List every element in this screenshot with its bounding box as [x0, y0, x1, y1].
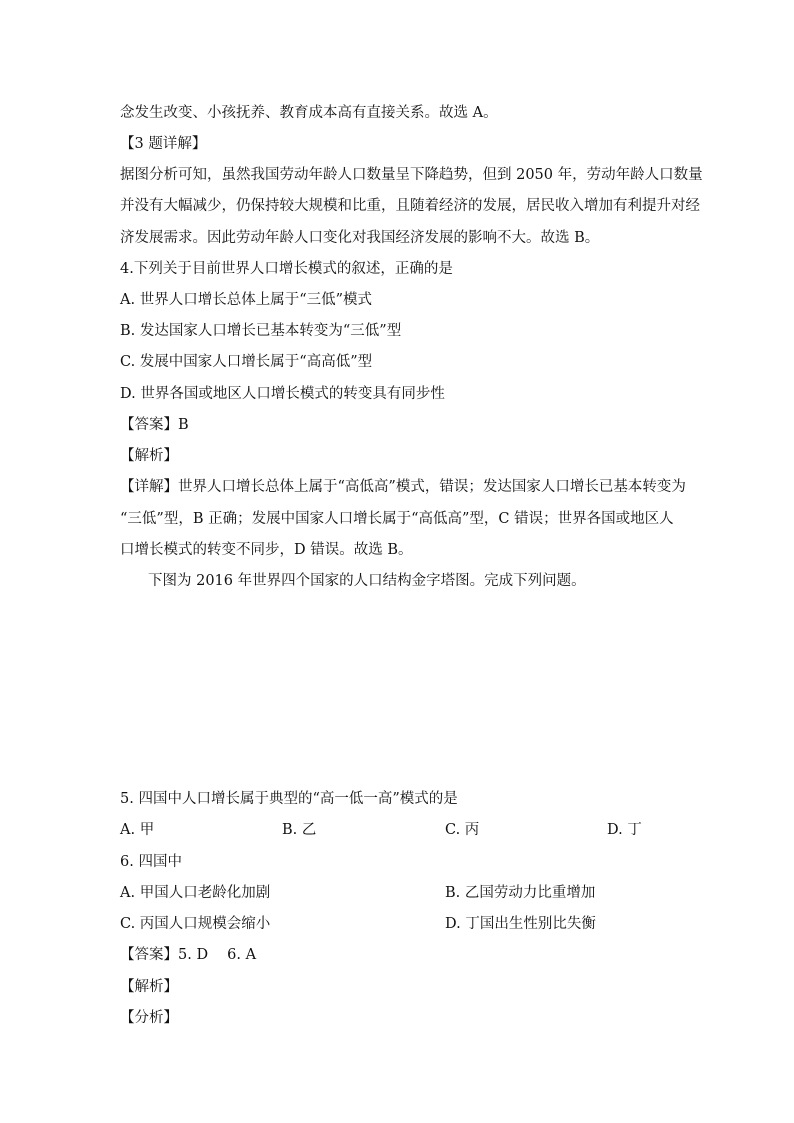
answer-5-6: 【答案】5. D 6. A [120, 947, 257, 963]
l1: 念发生改变、小孩抚养、教育成本高有直接关系。故选 A。 [120, 105, 498, 121]
question-4: 4.下列关于目前世界人口增长模式的叙述，正确的是 [120, 261, 453, 277]
analysis-subheading: 【分析】 [120, 1010, 178, 1026]
option-5c: C. 丙 [445, 822, 480, 838]
explanation-line: 并没有大幅减少，仍保持较大规模和比重，且随着经济的发展，居民收入增加有利提升对经 [120, 198, 700, 214]
explanation-line: 济发展需求。因此劳动年龄人口变化对我国经济发展的影响不大。故选 B。 [120, 230, 600, 246]
option-6c: C. 丙国人口规模会缩小 [120, 916, 271, 932]
option-6b: B. 乙国劳动力比重增加 [445, 885, 596, 901]
detail-line: 【详解】世界人口增长总体上属于“高低高”模式，错误；发达国家人口增长已基本转变为 [120, 479, 686, 495]
population-pyramid-figure [0, 600, 794, 785]
section-heading-3: 【3 题详解】 [120, 136, 207, 152]
option-6d: D. 丁国出生性别比失衡 [445, 916, 596, 932]
option-4a: A. 世界人口增长总体上属于“三低”模式 [120, 292, 373, 308]
option-4c: C. 发展中国家人口增长属于“高高低”型 [120, 354, 373, 370]
option-4b: B. 发达国家人口增长已基本转变为“三低”型 [120, 323, 402, 339]
question-6: 6. 四国中 [120, 854, 182, 870]
explanation-line: 据图分析可知，虽然我国劳动年龄人口数量呈下降趋势，但到 2050 年，劳动年龄人口数量 [120, 167, 703, 183]
analysis-heading-4: 【解析】 [120, 448, 178, 464]
figure-intro: 下图为 2016 年世界四个国家的人口结构金字塔图。完成下列问题。 [148, 573, 586, 589]
detail-line: “三低”型，B 正确；发展中国家人口增长属于“高低高”型，C 错误；世界各国或地区人 [120, 511, 674, 527]
option-5a: A. 甲 [120, 822, 155, 838]
option-5b: B. 乙 [282, 822, 317, 838]
answer-4: 【答案】B [120, 417, 189, 433]
option-4d: D. 世界各国或地区人口增长模式的转变具有同步性 [120, 386, 445, 402]
question-5: 5. 四国中人口增长属于典型的“高一低一高”模式的是 [120, 791, 458, 807]
option-5d: D. 丁 [607, 822, 642, 838]
analysis-heading-5-6: 【解析】 [120, 979, 178, 995]
detail-line: 口增长模式的转变不同步，D 错误。故选 B。 [120, 542, 413, 558]
option-6a: A. 甲国人口老龄化加剧 [120, 885, 271, 901]
